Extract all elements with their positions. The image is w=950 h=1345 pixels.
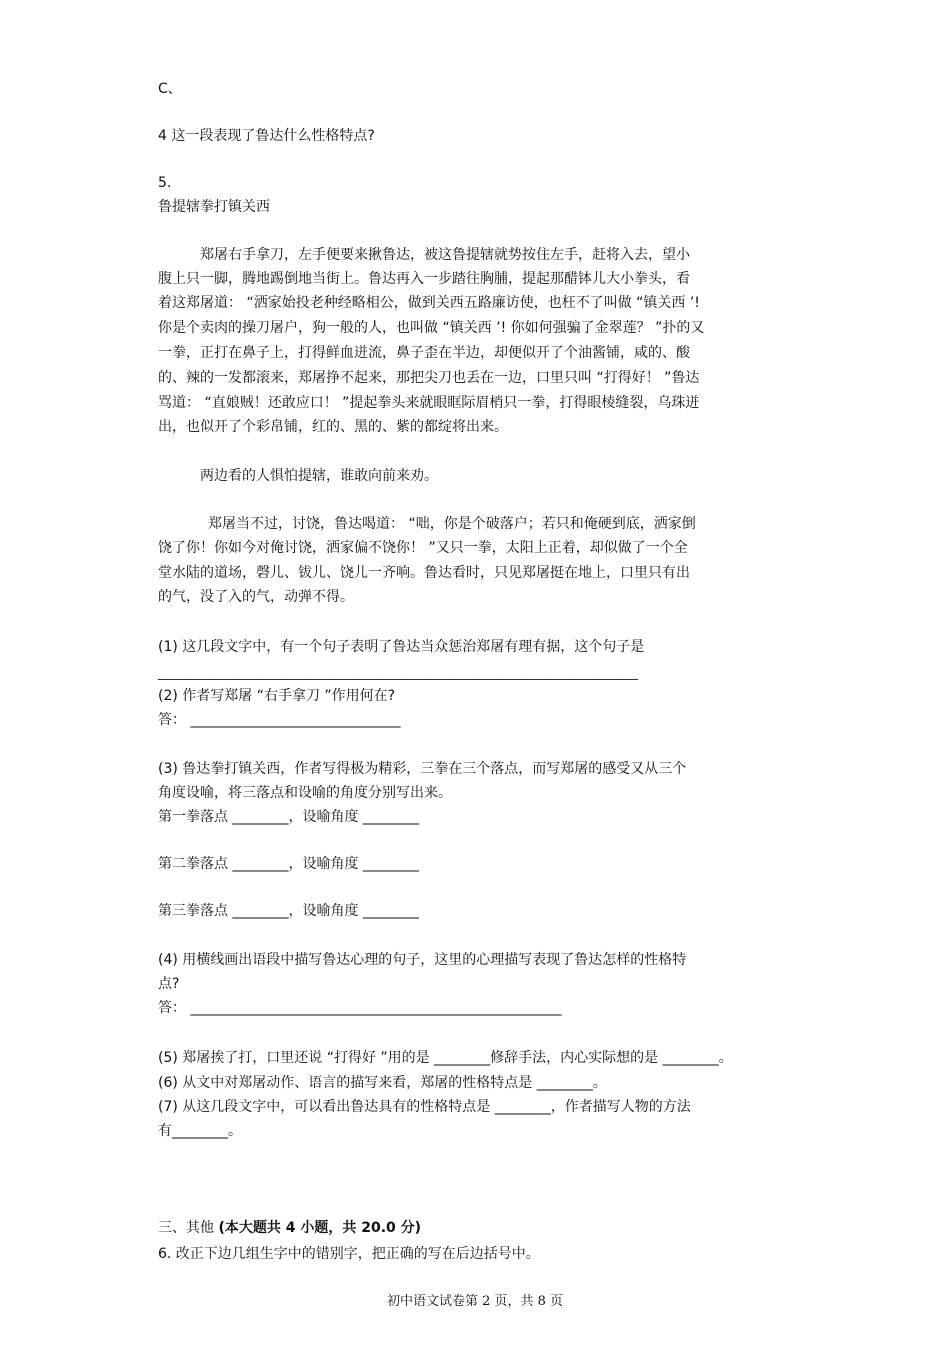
- subquestion-6: (6) 从文中对郑屠动作、语言的描写来看，郑屠的性格特点是 ________。: [158, 1075, 607, 1091]
- passage-title: 鲁提辖拳打镇关西: [158, 199, 270, 215]
- subquestion-3: (3) 鲁达拳打镇关西，作者写得极为精彩，三拳在三个落点，而写郑屠的感受又从三个: [158, 761, 687, 777]
- subquestion-1: (1) 这几段文字中，有一个句子表明了鲁达当众惩治郑屠有理有据，这个句子是: [158, 639, 645, 655]
- punch-2-answer: 第二拳落点 ________，设喻角度 ________: [158, 856, 419, 872]
- page-footer: 初中语文试卷第 2 页，共 8 页: [386, 1294, 564, 1309]
- question-6: 6. 改正下边几组生字中的错别字，把正确的写在后边括号中。: [158, 1246, 540, 1262]
- passage-line: 你是个卖肉的操刀屠户，狗一般的人，也叫做 “镇关西 ’! 你如何强骗了金翠莲？ ”扑的又: [158, 320, 705, 336]
- passage-line: 两边看的人惧怕提辖，谁敢向前来劝。: [200, 468, 438, 484]
- subquestion-2-answer: 答： ______________________________: [158, 712, 401, 728]
- subquestion-3-cont: 角度设喻，将三落点和设喻的角度分别写出来。: [158, 785, 452, 801]
- subquestion-4: (4) 用横线画出语段中描写鲁达心理的句子，这里的心理描写表现了鲁达怎样的性格特: [158, 952, 687, 968]
- passage-line: 郑屠当不过，讨饶，鲁达喝道： “咄，你是个破落户；若只和俺硬到底，洒家倒: [208, 516, 696, 532]
- section-3-count: (本大题共 4 小题，共 20.0 分): [218, 1220, 422, 1236]
- section-3-heading: [158, 1219, 421, 1237]
- passage-line: 着这郑屠道： “洒家始投老种经略相公，做到关西五路廉访使，也枉不了叫做 “镇关西 ’!: [158, 295, 700, 311]
- passage-line: 骂道： “直娘贼！还敢应口！ ”提起拳头来就眼眶际眉梢只一拳，打得眼棱缝裂，乌珠迸: [158, 395, 700, 411]
- option-c-label: C、: [158, 81, 182, 97]
- question-4: 4 这一段表现了鲁达什么性格特点?: [158, 128, 375, 144]
- subquestion-7: (7) 从这几段文字中，可以看出鲁达具有的性格特点是 ________，作者描写人物的方法: [158, 1099, 691, 1115]
- subquestion-1-blank: ________________________________________________________________________________: [158, 666, 638, 680]
- punch-3-answer: 第三拳落点 ________，设喻角度 ________: [158, 903, 419, 919]
- subquestion-7-cont: 有________。: [158, 1123, 242, 1139]
- passage-line: 的气，没了入的气，动弹不得。: [158, 589, 354, 605]
- subquestion-5: (5) 郑屠挨了打，口里还说 “打得好 ”用的是 ________修辞手法，内心实际想的是 ________。: [158, 1050, 733, 1066]
- subquestion-4-answer: 答： _____________________________________________________: [158, 1000, 562, 1016]
- question-5-number: 5.: [158, 175, 172, 191]
- passage-line: 的、辣的一发都滚来，郑屠挣不起来，那把尖刀也丢在一边，口里只叫 “打得好！ ”鲁达: [158, 370, 700, 386]
- punch-1-answer: 第一拳落点 ________，设喻角度 ________: [158, 809, 419, 825]
- section-3-label: 三、其他: [158, 1220, 214, 1236]
- subquestion-4-cont: 点?: [158, 976, 180, 992]
- subquestion-2: (2) 作者写郑屠 “右手拿刀 ”作用何在?: [158, 688, 396, 704]
- passage-line: 出，也似开了个彩帛铺，红的、黑的、紫的都绽将出来。: [158, 419, 508, 435]
- passage-line: 郑屠右手拿刀，左手便要来揪鲁达，被这鲁提辖就势按住左手，赶将入去，望小: [200, 247, 690, 263]
- passage-line: 腹上只一脚，腾地踢倒地当街上。鲁达再入一步踏往胸脯，提起那醋钵儿大小拳头，看: [158, 271, 690, 287]
- passage-line: 一拳，正打在鼻子上，打得鲜血迸流，鼻子歪在半边，却便似开了个油酱铺，咸的、酸: [158, 345, 690, 361]
- passage-line: 堂水陆的道场，磬儿、钹儿、饶儿一齐响。鲁达看时，只见郑屠挺在地上，口里只有出: [158, 565, 690, 581]
- passage-line: 饶了你！你如今对俺讨饶，洒家偏不饶你！ ”又只一拳，太阳上正着，却似做了一个全: [158, 540, 688, 556]
